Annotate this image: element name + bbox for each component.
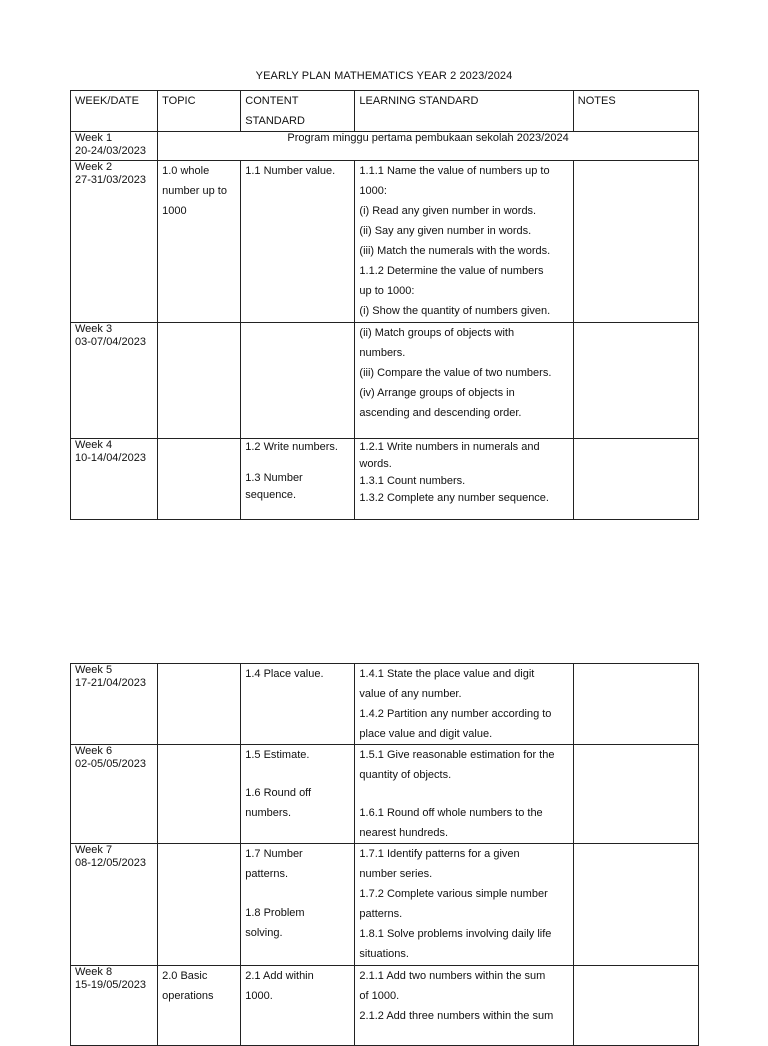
header-row xyxy=(71,91,699,132)
week-cell xyxy=(71,439,158,520)
learning-line: 1.3.2 Complete any number sequence. xyxy=(359,492,549,504)
week-date: 02-05/05/2023 xyxy=(75,758,146,770)
notes-cell xyxy=(573,161,698,323)
learning-line: words. xyxy=(359,458,392,470)
content-line: numbers. xyxy=(245,807,292,819)
topic-line: number up to xyxy=(162,185,227,197)
topic-cell xyxy=(158,966,241,1046)
content-cell xyxy=(241,323,355,439)
learning-line: up to 1000: xyxy=(359,285,415,297)
content-cell xyxy=(241,844,355,966)
merged-program-cell xyxy=(158,132,699,161)
week-date: 17-21/04/2023 xyxy=(75,677,146,689)
learning-line: 1.7.1 Identify patterns for a given xyxy=(359,848,520,860)
week-label: Week 8 xyxy=(75,966,113,978)
learning-line: 2.1.2 Add three numbers within the sum xyxy=(359,1010,554,1022)
topic-cell xyxy=(158,323,241,439)
content-cell xyxy=(241,161,355,323)
topic-cell xyxy=(158,664,241,745)
content-cell xyxy=(241,966,355,1046)
learning-line: 1.6.1 Round off whole numbers to the xyxy=(359,807,543,819)
header-notes xyxy=(573,91,698,132)
week-label: Week 6 xyxy=(75,745,113,757)
yearly-plan-table-1 xyxy=(70,90,699,520)
content-line: 1.3 Number xyxy=(245,472,303,484)
learning-line: 1.3.1 Count numbers. xyxy=(359,475,466,487)
content-line: 2.1 Add within xyxy=(245,970,314,982)
learning-line: number series. xyxy=(359,868,433,880)
yearly-plan-table-2 xyxy=(70,663,699,1046)
learning-line: 1.4.1 State the place value and digit xyxy=(359,668,535,680)
content-spacer xyxy=(245,884,350,903)
topic-cell xyxy=(158,439,241,520)
header-week-date xyxy=(71,91,158,132)
week-cell xyxy=(71,745,158,844)
week-label: Week 1 xyxy=(75,132,113,144)
table-row-week-4 xyxy=(71,439,699,520)
content-line: 1.7 Number xyxy=(245,848,303,860)
topic-cell xyxy=(158,161,241,323)
header-content-standard-line1: CONTENT xyxy=(245,95,299,107)
learning-line: 1.2.1 Write numbers in numerals and xyxy=(359,441,540,453)
week-date: 15-19/05/2023 xyxy=(75,979,146,991)
learning-spacer xyxy=(359,785,568,803)
learning-cell xyxy=(355,966,573,1046)
learning-line: (i) Read any given number in words. xyxy=(359,205,537,217)
learning-line: ascending and descending order. xyxy=(359,407,522,419)
content-line: sequence. xyxy=(245,489,297,501)
content-line: 1.5 Estimate. xyxy=(245,749,310,761)
learning-line: numbers. xyxy=(359,347,406,359)
topic-line: 1000 xyxy=(162,205,187,217)
week-cell xyxy=(71,966,158,1046)
table-row-week-7 xyxy=(71,844,699,966)
learning-line: (ii) Match groups of objects with xyxy=(359,327,515,339)
table-row-week-6 xyxy=(71,745,699,844)
header-learning-standard xyxy=(355,91,573,132)
content-line: 1.8 Problem xyxy=(245,907,305,919)
learning-cell xyxy=(355,161,573,323)
content-line: 1.1 Number value. xyxy=(245,165,336,177)
table-row-week-3 xyxy=(71,323,699,439)
notes-cell xyxy=(573,844,698,966)
topic-line: 2.0 Basic xyxy=(162,970,208,982)
header-content-standard-line2: STANDARD xyxy=(245,115,305,127)
learning-line: 1.7.2 Complete various simple number xyxy=(359,888,548,900)
header-week-date-label: WEEK/DATE xyxy=(75,95,139,107)
learning-line: 1.5.1 Give reasonable estimation for the xyxy=(359,749,555,761)
learning-line: 2.1.1 Add two numbers within the sum xyxy=(359,970,546,982)
learning-line: 1.1.2 Determine the value of numbers xyxy=(359,265,544,277)
content-cell xyxy=(241,745,355,844)
week-cell xyxy=(71,132,158,161)
topic-line: operations xyxy=(162,990,214,1002)
learning-line: value of any number. xyxy=(359,688,462,700)
table-row-week-5 xyxy=(71,664,699,745)
learning-line: nearest hundreds. xyxy=(359,827,449,839)
table-row-week-8 xyxy=(71,966,699,1046)
learning-cell xyxy=(355,664,573,745)
table-row-week-2 xyxy=(71,161,699,323)
program-text: Program minggu pertama pembukaan sekolah 2023/2024 xyxy=(287,132,569,144)
week-cell xyxy=(71,323,158,439)
learning-line: patterns. xyxy=(359,908,403,920)
topic-line: 1.0 whole xyxy=(162,165,210,177)
notes-cell xyxy=(573,323,698,439)
content-spacer xyxy=(245,456,350,470)
learning-line: quantity of objects. xyxy=(359,769,452,781)
content-line: 1.6 Round off xyxy=(245,787,312,799)
learning-line: (iii) Match the numerals with the words. xyxy=(359,245,551,257)
learning-line: (iii) Compare the value of two numbers. xyxy=(359,367,552,379)
document-title: YEARLY PLAN MATHEMATICS YEAR 2 2023/2024 xyxy=(255,70,513,82)
topic-cell xyxy=(158,844,241,966)
learning-cell xyxy=(355,745,573,844)
content-line: 1.4 Place value. xyxy=(245,668,324,680)
learning-cell xyxy=(355,323,573,439)
week-cell xyxy=(71,844,158,966)
notes-cell xyxy=(573,664,698,745)
learning-line: 1.4.2 Partition any number according to xyxy=(359,708,552,720)
header-topic-label: TOPIC xyxy=(162,95,196,107)
week-date: 27-31/03/2023 xyxy=(75,174,146,186)
week-date: 08-12/05/2023 xyxy=(75,857,146,869)
learning-cell xyxy=(355,439,573,520)
content-line: 1.2 Write numbers. xyxy=(245,441,338,453)
week-label: Week 5 xyxy=(75,664,113,676)
learning-line: place value and digit value. xyxy=(359,728,493,740)
learning-line: (ii) Say any given number in words. xyxy=(359,225,532,237)
week-date: 20-24/03/2023 xyxy=(75,145,146,157)
notes-cell xyxy=(573,439,698,520)
learning-line: 1.1.1 Name the value of numbers up to xyxy=(359,165,550,177)
week-date: 03-07/04/2023 xyxy=(75,336,146,348)
learning-line: 1.8.1 Solve problems involving daily life xyxy=(359,928,552,940)
table-row-week-1 xyxy=(71,132,699,161)
week-label: Week 4 xyxy=(75,439,113,451)
header-content-standard xyxy=(241,91,355,132)
week-label: Week 3 xyxy=(75,323,113,335)
content-line: 1000. xyxy=(245,990,273,1002)
week-label: Week 7 xyxy=(75,844,113,856)
content-cell xyxy=(241,439,355,520)
header-topic xyxy=(158,91,241,132)
learning-line: of 1000. xyxy=(359,990,400,1002)
content-spacer xyxy=(245,765,350,783)
learning-line: (iv) Arrange groups of objects in xyxy=(359,387,515,399)
notes-cell xyxy=(573,745,698,844)
header-learning-standard-label: LEARNING STANDARD xyxy=(359,95,479,107)
content-cell xyxy=(241,664,355,745)
week-cell xyxy=(71,664,158,745)
learning-line: (i) Show the quantity of numbers given. xyxy=(359,305,551,317)
notes-cell xyxy=(573,966,698,1046)
week-cell xyxy=(71,161,158,323)
learning-line: situations. xyxy=(359,948,409,960)
week-date: 10-14/04/2023 xyxy=(75,452,146,464)
week-label: Week 2 xyxy=(75,161,113,173)
content-line: patterns. xyxy=(245,868,289,880)
topic-cell xyxy=(158,745,241,844)
header-notes-label: NOTES xyxy=(577,95,616,107)
learning-cell xyxy=(355,844,573,966)
content-line: solving. xyxy=(245,927,283,939)
learning-line: 1000: xyxy=(359,185,387,197)
